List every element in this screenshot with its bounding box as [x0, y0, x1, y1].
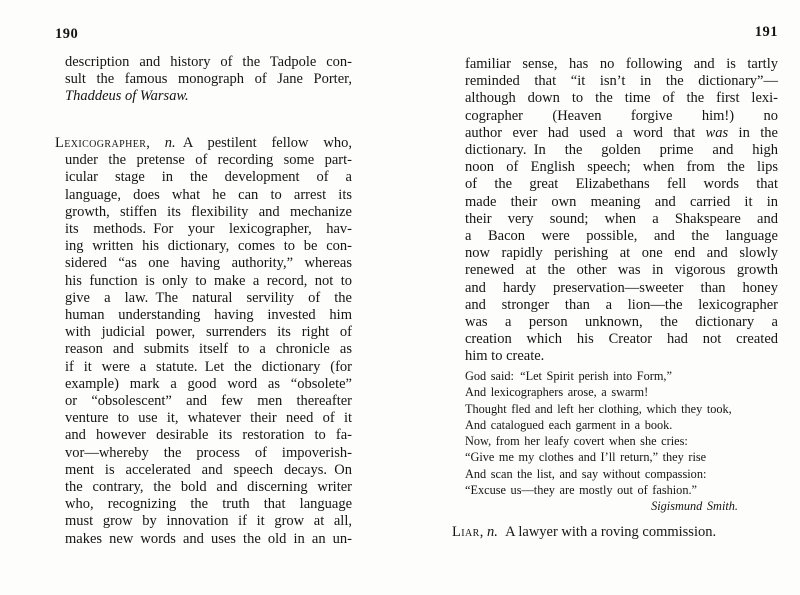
tadpole-entry-continuation — [65, 54, 352, 106]
text-line: Lexicographer, n. A pestilent fellow who, — [55, 135, 352, 151]
text-line: a Bacon were possible, and the language — [465, 228, 778, 245]
text-line: although down to the time of the first lexi- — [465, 90, 778, 107]
text-line: if it were a statute. Let the dictionary (for — [65, 358, 352, 375]
text-line: dictionary. In the golden prime and high — [465, 142, 778, 159]
text-line: his function is only to make a record, not to — [65, 272, 352, 289]
text-line: ment is accelerated and speech decays. On — [65, 461, 352, 478]
text-line: of the great Elizabethans fell words that — [465, 176, 778, 193]
text-line: renewed at the other was in vigorous growth — [465, 262, 778, 279]
right-page-number: 191 — [754, 24, 778, 40]
text-line: growth, stiffen its flexibility and mechanize — [65, 203, 352, 220]
text-line: with judicial power, surrenders its right of — [65, 324, 352, 341]
text-line: And lexicographers arose, a swarm! — [465, 385, 649, 400]
text-line: was a person unknown, the dictionary a — [465, 314, 778, 331]
text-line: now rapidly perishing at one end and slowly — [465, 245, 778, 262]
text-line: Now, from her leafy covert when she cries: — [465, 434, 688, 449]
text-line: Liar, n. A lawyer with a roving commission. — [452, 524, 717, 540]
lexicographer-verse — [465, 368, 778, 515]
text-line: give a law. The natural servility of the — [65, 289, 352, 306]
text-line: description and history of the Tadpole con- — [65, 54, 352, 70]
text-line: under the pretense of recording some part- — [65, 152, 352, 169]
text-line: their very sound; when a Shakspeare and — [465, 210, 778, 227]
text-line: and hardy preservation—sweeter than honey — [465, 279, 778, 296]
text-line: reminded that “it isn’t in the dictionary”— — [465, 73, 778, 90]
text-line: makes new words and uses the old in an un- — [65, 530, 352, 547]
verse-attribution: Sigismund Smith. — [651, 499, 738, 514]
text-line: noon of English speech; when from the lips — [465, 159, 778, 176]
text-line: language, does what he can to arrest its — [65, 186, 352, 203]
text-line: God said: “Let Spirit perish into Form,” — [465, 369, 672, 383]
text-line: icular stage in the development of a — [65, 169, 352, 186]
text-line: ing written his dictionary, comes to be con- — [65, 238, 352, 255]
text-line: the contrary, the bold and discerning writer — [65, 479, 352, 496]
text-line: sidered “as one having authority,” whereas — [65, 255, 352, 272]
text-line: its methods. For your lexicographer, hav- — [65, 221, 352, 238]
text-line: And catalogued each garment in a book. — [465, 417, 673, 432]
text-line: made their own meaning and carried it in — [465, 193, 778, 210]
text-line: “Excuse us—they are mostly out of fashion.” — [465, 483, 697, 498]
text-line: who, recognizing the truth that language — [65, 496, 352, 513]
text-line: must grow by innovation if it grow at all, — [65, 513, 352, 530]
text-line: vor—whereby the process of impoverish- — [65, 444, 352, 461]
text-line: familiar sense, has no following and is tartly — [465, 56, 778, 72]
text-line: reason and submits itself to a chronicle as — [65, 341, 352, 358]
text-line: example) mark a good word as “obsolete” — [65, 375, 352, 392]
text-line: human understanding having invested him — [65, 307, 352, 324]
text-line: him to create. — [465, 348, 545, 365]
text-line: And scan the list, and say without compassion: — [465, 466, 707, 481]
text-line: Thaddeus of Warsaw. — [65, 88, 189, 105]
text-line: author ever had used a word that was in the — [465, 124, 778, 141]
text-line: or “obsolescent” and few men thereafter — [65, 393, 352, 410]
text-line: cographer (Heaven forgive him!) no — [465, 107, 778, 124]
text-line: sult the famous monograph of Jane Porter, — [65, 71, 352, 88]
verse-lines — [465, 368, 778, 498]
text-line: and however desirable its restoration to fa- — [65, 427, 352, 444]
liar-entry — [452, 524, 778, 541]
lexicographer-entry — [55, 135, 352, 548]
text-line: “Give me my clothes and I’ll return,” they rise — [465, 450, 707, 465]
text-line: venture to use it, whatever their need of it — [65, 410, 352, 427]
text-line: and stronger than a lion—the lexicographer — [465, 296, 778, 313]
text-line: creation which his Creator had not created — [465, 331, 778, 348]
left-page-number: 190 — [55, 26, 79, 42]
text-line: Thought fled and left her clothing, which they took, — [465, 401, 732, 416]
lexicographer-entry-continuation — [465, 56, 778, 366]
